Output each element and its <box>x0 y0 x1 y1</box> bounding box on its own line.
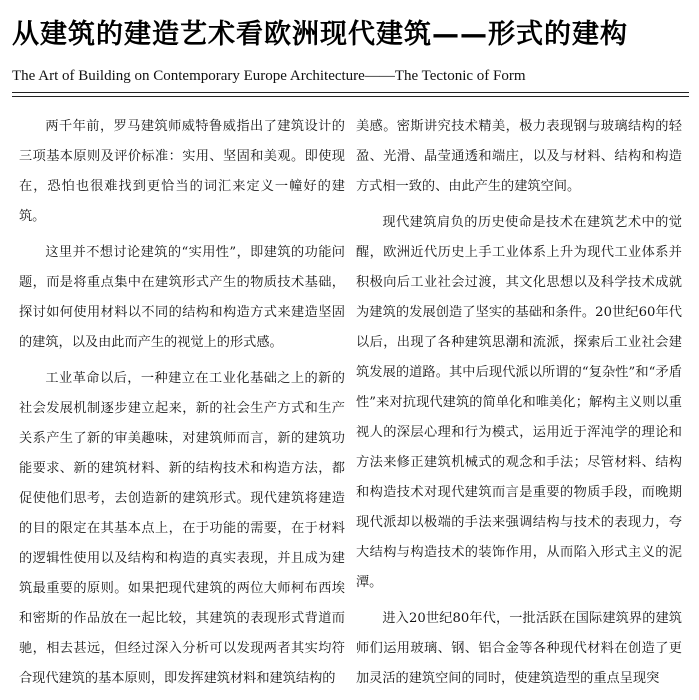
header-rule-top <box>12 92 689 93</box>
paragraph: 这里并不想讨论建筑的“实用性”，即建筑的功能问题，而是将重点集中在建筑形式产生的物质技术基础，探讨如何使用材料以不同的结构和构造方式来建造坚固的建筑，以及由此而产生的视觉上的形式感。 <box>19 245 345 350</box>
article-title: 从建筑的建造艺术看欧洲现代建筑——形式的建构 <box>12 19 628 50</box>
paragraph-continued: 美感。密斯讲究技术精美，极力表现钢与玻璃结构的轻盈、光滑、晶莹通透和端庄，以及与材料、结构和构造方式相一致的、由此产生的建筑空间。 <box>356 119 682 194</box>
article-subtitle: The Art of Building on Contemporary Europe Architecture——The Tectonic of Form <box>12 68 526 84</box>
paragraph: 工业革命以后，一种建立在工业化基础之上的新的社会发展机制逐步建立起来，新的社会生产方式和生产关系产生了新的审美趣味，对建筑师而言，新的建筑功能要求、新的建筑材料、新的结构技术和构造方法，都促使他们思考，去创造新的建筑形式。现代建筑将建造的目的限定在其基本点上，在于功能的需要，在于材料的逻辑性使用以及结构和构造的真实表现，并且成为建筑最重要的原则。如果把现代建筑的两位大师柯布西埃和密斯的作品放在一起比较，其建筑的表现形式背道而驰，相去甚远，但经过深入分析可以发现两者其实均符合现代建筑的基本原则，即发挥建筑材料和建筑结构的 <box>19 371 345 686</box>
paragraph: 进入20世纪80年代，一批活跃在国际建筑界的建筑师们运用玻璃、钢、铝合金等各种现代材料在创造了更加灵活的建筑空间的同时，使建筑造型的重点呈现突 <box>356 611 682 686</box>
paragraph: 两千年前，罗马建筑师威特鲁威指出了建筑设计的三项基本原则及评价标准：实用、坚固和美观。即使现在，恐怕也很难找到更恰当的词汇来定义一幢好的建筑。 <box>19 119 345 224</box>
right-column <box>356 112 682 700</box>
left-column <box>19 112 345 700</box>
paragraph: 现代建筑肩负的历史使命是技术在建筑艺术中的觉醒，欧洲近代历史上手工业体系上升为现代工业体系并积极向后工业社会过渡，其文化思想以及科学技术成就为建筑的发展创造了坚实的基础和条件。20世纪60年代以后，出现了各种建筑思潮和流派，探索后工业社会建筑发展的道路。其中后现代派以所谓的“复杂性”和“矛盾性”来对抗现代建筑的简单化和唯美化；解构主义则以重视人的深层心理和行为模式，运用近于浑沌学的理论和方法来修正建筑机械式的观念和手法；尽管材料、结构和构造技术对现代建筑而言是重要的物质手段，而晚期现代派却以极端的手法来强调结构与技术的表现力，夸大结构与构造技术的装饰作用，从而陷入形式主义的泥潭。 <box>356 215 682 590</box>
header-rule-bottom <box>12 96 689 97</box>
